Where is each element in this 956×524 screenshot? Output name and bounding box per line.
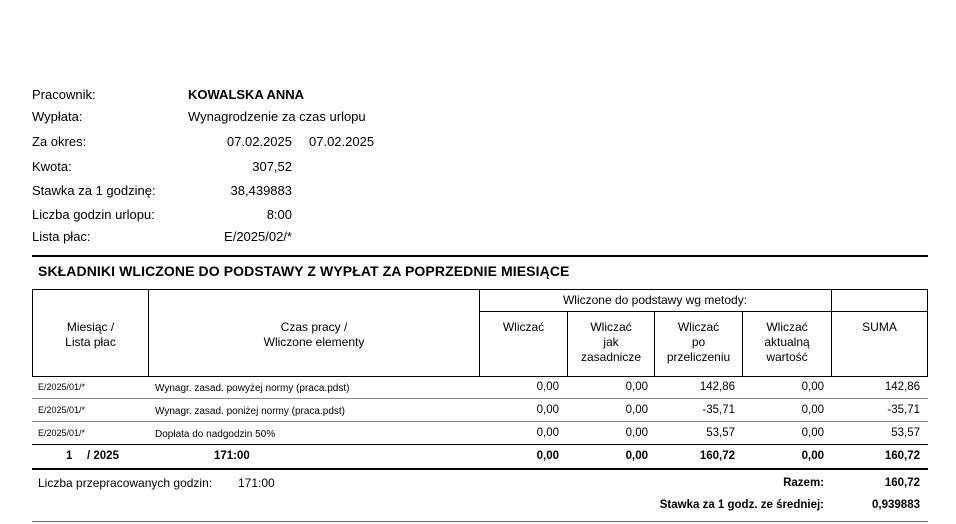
total-year: / 2025: [87, 450, 119, 462]
total-hours: 171:00: [214, 450, 250, 462]
col-current-header: Wliczać aktualną wartość: [764, 320, 810, 364]
sum-top-box: [831, 289, 928, 312]
worked-hours-label: Liczba przepracowanych godzin:: [38, 476, 213, 490]
col-work-header: Czas pracy / Wliczone elementy: [263, 320, 365, 349]
avg-rate-value: 0,939883: [872, 499, 920, 511]
footer-total-value: 160,72: [884, 477, 920, 489]
worked-hours-value: 171:00: [238, 476, 275, 490]
total-top-rule: [32, 444, 928, 445]
col-month-header: Miesiąc / Lista płac: [65, 320, 116, 349]
group-header: Wliczone do podstawy wg metody:: [562, 293, 748, 307]
total-include: 0,00: [536, 450, 559, 462]
period-label: Za okres:: [32, 134, 87, 149]
payout-label: Wypłata:: [32, 109, 83, 124]
total-as-base: 0,00: [625, 450, 648, 462]
row-2-list: E/2025/01/*: [38, 405, 86, 415]
period-to: 07.02.2025: [309, 134, 375, 149]
col-recalc-header: Wliczać po przeliczeniu: [666, 320, 731, 364]
col-sum-header: SUMA: [862, 320, 897, 334]
payroll-label: Lista płac:: [32, 229, 91, 244]
row-3-sum: 53,57: [891, 427, 920, 439]
row-2-include: 0,00: [536, 404, 559, 416]
total-current: 0,00: [801, 450, 824, 462]
row-3-recalc: 53,57: [706, 427, 735, 439]
row-3-element: Dopłata do nadgodzin 50%: [155, 429, 276, 440]
row-divider: [32, 421, 928, 422]
total-month: 1: [66, 450, 73, 462]
row-2-recalc: -35,71: [702, 404, 735, 416]
section-divider: [32, 255, 928, 257]
bottom-rule: [32, 521, 928, 522]
total-recalc: 160,72: [699, 450, 735, 462]
amount-value: 307,52: [252, 159, 292, 174]
row-2-current: 0,00: [801, 404, 824, 416]
row-1-sum: 142,86: [884, 381, 920, 393]
total-label: Razem:: [783, 477, 824, 489]
rate-label: Stawka za 1 godzinę:: [32, 183, 156, 198]
avg-rate-label: Stawka za 1 godz. ze średniej:: [659, 499, 824, 511]
period-from: 07.02.2025: [226, 134, 292, 149]
section-title: SKŁADNIKI WLICZONE DO PODSTAWY Z WYPŁAT ZA POPRZEDNIE MIESIĄCE: [38, 263, 570, 279]
row-3-include: 0,00: [536, 427, 559, 439]
col-include-header: Wliczać: [502, 320, 545, 334]
row-3-as-base: 0,00: [625, 427, 648, 439]
payout-value: Wynagrodzenie za czas urlopu: [188, 109, 366, 124]
row-1-list: E/2025/01/*: [38, 382, 86, 392]
row-1-current: 0,00: [801, 381, 824, 393]
row-2-sum: -35,71: [887, 404, 920, 416]
row-divider: [32, 398, 928, 399]
col-as-base-header: Wliczać jak zasadnicze: [580, 320, 642, 364]
employee-value: KOWALSKA ANNA: [188, 87, 305, 102]
row-2-element: Wynagr. zasad. poniżej normy (praca.pdst): [155, 406, 345, 417]
payroll-value: E/2025/02/*: [224, 229, 292, 244]
employee-label: Pracownik:: [32, 87, 96, 102]
hours-label: Liczba godzin urlopu:: [32, 207, 155, 222]
total-sum: 160,72: [884, 450, 920, 462]
row-1-include: 0,00: [536, 381, 559, 393]
row-1-element: Wynagr. zasad. powyżej normy (praca.pdst): [155, 383, 350, 394]
row-2-as-base: 0,00: [625, 404, 648, 416]
row-3-current: 0,00: [801, 427, 824, 439]
amount-label: Kwota:: [32, 159, 72, 174]
row-1-as-base: 0,00: [625, 381, 648, 393]
row-3-list: E/2025/01/*: [38, 428, 86, 438]
row-1-recalc: 142,86: [699, 381, 735, 393]
total-bottom-rule: [32, 468, 928, 470]
rate-value: 38,439883: [230, 183, 292, 198]
hours-value: 8:00: [266, 207, 292, 222]
